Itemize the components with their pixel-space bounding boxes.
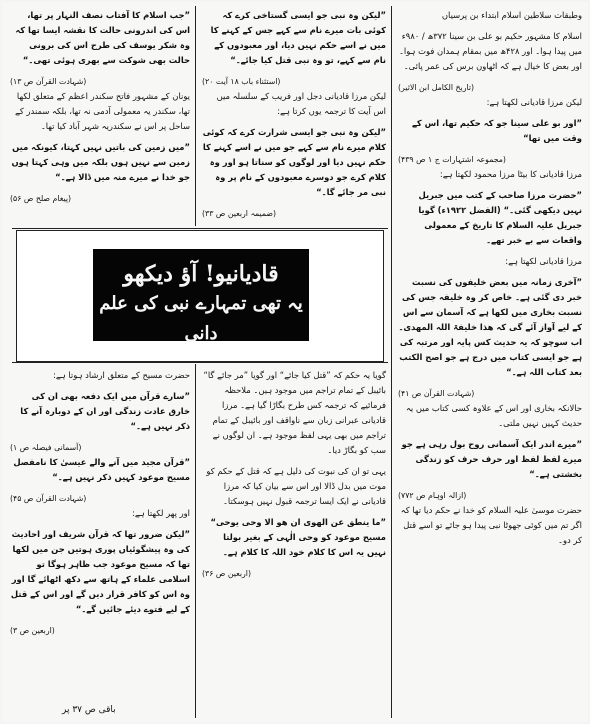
paragraph bbox=[10, 506, 190, 521]
paragraph bbox=[10, 140, 190, 185]
headline-line-2: یہ تھی تمہارے نبی کی علم دانی bbox=[99, 293, 303, 344]
citation: (مجموعہ اشتہارات ج ۱ ص ۴۳۹) bbox=[398, 155, 506, 164]
paragraph bbox=[398, 116, 582, 146]
paragraph bbox=[398, 401, 582, 431]
column-divider-right bbox=[391, 6, 392, 718]
paragraph bbox=[398, 275, 582, 380]
paragraph bbox=[10, 89, 190, 134]
paragraph-text: ”حضرت مرزا صاحب کے کتب میں جبریل نہیں دیکھی گئی۔“ (الفضل ۱۹۲۲ء) گویا جبریل علیہ السلام کا تاریخ کے معمولی واقعات سے بے خبر تھے۔ bbox=[418, 190, 582, 245]
paragraph bbox=[202, 8, 386, 68]
continuation-note: باقی ص ۳۷ پر bbox=[62, 705, 116, 715]
citation: (شہادت القرآن ص ۱۳) bbox=[10, 77, 87, 86]
citation: (پیغام صلح ص ۵۶) bbox=[10, 194, 72, 203]
paragraph-text: ”میرے اندر ایک آسمانی روح بول رہی ہے جو میرے لفظ لفظ اور حرف حرف کو زندگی بخشتی ہے۔“ bbox=[401, 439, 582, 479]
citation: (ازالہ اوہام ص ۷۷۲) bbox=[398, 491, 467, 500]
paragraph-text: ”سارے قرآن میں ایک دفعہ بھی ان کی خارق عادت زندگی اور ان کے دوبارہ آنے کا ذکر نہیں ہے۔“ bbox=[20, 391, 190, 431]
column-middle-upper bbox=[202, 8, 386, 222]
paragraph bbox=[202, 515, 386, 560]
paragraph-text: لیکن مرزا قادیانی دجل اور فریب کے سلسلہ میں اس آیت کا ترجمہ یوں کرتا ہے: bbox=[216, 91, 386, 116]
headline-line-1: قادیانیو! آؤ دیکھو bbox=[123, 261, 279, 287]
citation: (استثناء باب ۱۸ آیت ۲۰) bbox=[202, 77, 281, 86]
paragraph-text: ”میں زمین کی باتیں نہیں کہتا، کیونکہ میں زمین سے نہیں ہوں بلکہ میں وہی کہتا ہوں جو خدا نے میرے منہ میں ڈالا ہے۔“ bbox=[11, 142, 190, 182]
paragraph bbox=[10, 389, 190, 434]
paragraph-text: حضرت موسیٰ علیہ السلام کو خدا نے حکم دیا تھا کہ اگر تم میں کوئی جھوٹا نبی پیدا ہو جائے تو اسے قتل کر دو۔ bbox=[400, 505, 582, 545]
paragraph-text: ”لیکن وہ نبی جو ایسی گستاخی کرے کہ کوئی بات میرے نام سے کہے جس کے کہنے کا میں نے اسے حکم نہیں دیا، اور معبودوں کے نام سے کہے، تو وہ نبی قتل کیا جائے۔“ bbox=[210, 10, 386, 65]
column-divider-left bbox=[195, 6, 196, 226]
citation: (اربعین ص ۳) bbox=[10, 626, 55, 635]
paragraph bbox=[10, 368, 190, 383]
paragraph-text: حضرت مسیح کے متعلق ارشاد ہوتا ہے: bbox=[53, 370, 190, 380]
paragraph-text: ”لیکن وہ نبی جو ایسی شرارت کرے کہ کوئی کلام میرے نام سے کہے جو میں نے اسے کہنے کا حکم نہیں دیا اور لوگوں کو سناتا ہو اور وہ کلام کرے جو دوسرے معبودوں کے نام پر وہ نبی مر جائے گا۔“ bbox=[202, 127, 386, 197]
paragraph bbox=[398, 167, 582, 182]
paragraph-text: حالانکہ بخاری اور اس کے علاوہ کسی کتاب میں یہ حدیث کہیں نہیں ملتی۔ bbox=[405, 403, 582, 428]
paragraph-text: ”اور بو علی سینا جو کہ حکیم تھا، اس کے وقت میں تھا“ bbox=[411, 118, 582, 143]
banner-top-rule bbox=[12, 228, 388, 229]
banner-bottom-rule bbox=[12, 362, 388, 363]
citation: (شہادت القرآن ص ۴۱) bbox=[398, 389, 475, 398]
paragraph bbox=[10, 527, 190, 617]
paragraph-text: اسلام کا مشہور حکیم بو علی بن سینا ۳۷۲ھ / ۹۸۰ء میں پیدا ہوا۔ اور ۴۲۸ھ میں بمقام ہمدان فوت ہوا۔ اور بعض کا خیال ہے کہ اٹھاون برس کی عمر پائی۔ bbox=[398, 31, 582, 71]
column-left-lower bbox=[10, 368, 190, 698]
paragraph-text: وطبقات سلاطین اسلام ابتداء بن پرسیاں bbox=[441, 10, 582, 20]
citation: (اربعین ص ۳۶) bbox=[202, 569, 252, 578]
column-right bbox=[398, 8, 582, 708]
column-middle-lower bbox=[202, 368, 386, 708]
paragraph bbox=[10, 455, 190, 485]
newspaper-page bbox=[2, 2, 588, 722]
paragraph-text: ”آخری زمانہ میں بعض خلیفوں کی نسبت خبر دی گئی ہے۔ خاص کر وہ خلیفہ جس کی نسبت بخاری میں لکھا ہے کہ آسمان سے اس کے لیے آواز آئے گی کہ ھذا خلیفۃ اللہ المھدی۔ اب سوچو کہ یہ حدیث کس پایہ اور مرتبہ کی ہے جو ایسی کتاب میں درج ہے جو اصح الکتب بعد کتاب اللہ ہے۔“ bbox=[398, 277, 582, 377]
paragraph bbox=[398, 503, 582, 548]
paragraph bbox=[202, 464, 386, 509]
paragraph bbox=[202, 89, 386, 119]
paragraph bbox=[398, 437, 582, 482]
paragraph bbox=[202, 368, 386, 458]
paragraph bbox=[398, 188, 582, 248]
paragraph-text: مرزا قادیانی کا بیٹا مرزا محمود لکھتا ہے: bbox=[439, 169, 582, 179]
citation: (شہادت القرآن ص ۴۵) bbox=[10, 494, 87, 503]
paragraph bbox=[398, 29, 582, 74]
citation: (آسمانی فیصلہ ص ۱) bbox=[10, 443, 82, 452]
column-left-upper bbox=[10, 8, 190, 222]
paragraph-text: لیکن مرزا قادیانی لکھتا ہے: bbox=[486, 97, 582, 107]
citation: (ضمیمہ اربعین ص ۳۳) bbox=[202, 209, 277, 218]
column-divider-left-lower bbox=[195, 364, 196, 718]
paragraph-text: ”ما ینطق عن الھوی ان ھو الا وحی یوحی“ مسیح موعود کو وحی الٰہی کے بغیر بولتا نہیں یہ اس کا کلام خود اللہ کا کلام ہے۔ bbox=[210, 517, 386, 557]
paragraph-text: گویا یہ حکم کہ ”قتل کیا جائے“ اور گویا ”مر جائے گا“ بائیبل کے تمام تراجم میں موجود ہیں۔ ملاحظہ فرمائیے کہ ترجمہ کس طرح بگاڑا گیا ہے۔ مرزا قادیانی عبرانی زبان سے ناواقف اور بائیبل کے تمام تراجم میں بھی یہی لفظ موجود ہے۔ ان لوگوں نے سب کو بگاڑ دیا۔ bbox=[203, 370, 386, 455]
paragraph-text: ”قرآن مجید میں آنے والے عیسیٰ کا نامفصل مسیح موعود کہیں ذکر نہیں ہے۔“ bbox=[13, 457, 190, 482]
paragraph-text: یہی تو ان کی نبوت کی دلیل ہے کہ قتل کے حکم کو موت میں بدل ڈالا اور اس سے بیان کیا کہ مرزا قادیانی نے ایک ایسا ترجمہ قبول نہیں ہوسکتا۔ bbox=[206, 466, 386, 506]
paragraph-text: یونان کے مشہور فاتح سکندر اعظم کے متعلق لکھا تھا، سکندر یہ معمولی آدمی نہ تھا، بلکہ سمندر کے ساحل پر اس نے سکندریہ شہر آباد کیا تھا۔ bbox=[14, 91, 190, 131]
paragraph-text: اور پھر لکھتا ہے: bbox=[132, 508, 190, 518]
paragraph bbox=[398, 254, 582, 269]
paragraph bbox=[398, 95, 582, 110]
paragraph-text: مرزا قادیانی لکھتا ہے: bbox=[505, 256, 582, 266]
paragraph bbox=[10, 8, 190, 68]
headline-frame bbox=[16, 230, 384, 362]
paragraph-text: ”جب اسلام کا آفتاب نصف النہار پر تھا، اس کی اندرونی حالت کا نقشہ ایسا تھا کہ وہ شکر یوسف کی طرح اس کی برونی حالت بھی شوکت سے بھری ہوئی تھی۔“ bbox=[15, 10, 190, 65]
citation: (تاریخ الکامل ابن الاثیر) bbox=[398, 83, 475, 92]
paragraph bbox=[202, 125, 386, 200]
headline-banner bbox=[93, 249, 309, 344]
paragraph bbox=[398, 8, 582, 23]
paragraph-text: ”لیکن ضرور تھا کہ قرآن شریف اور احادیث کی وہ پیشگوئیاں پوری ہوتیں جن میں لکھا تھا کہ مسیح موعود جب ظاہر ہوگا تو اسلامی علماء کے ہاتھ سے دکھ اٹھائے گا اور وہ اس کو کافر قرار دیں گے اور اس کے قتل کے لیے فتوے دیئے جائیں گے۔“ bbox=[10, 529, 190, 614]
